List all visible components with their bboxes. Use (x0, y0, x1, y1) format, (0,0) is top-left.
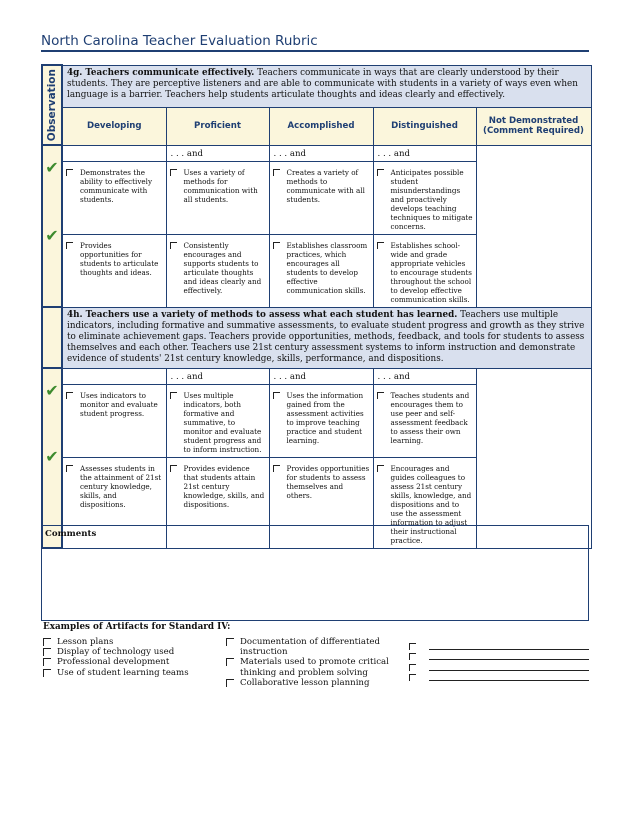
artifact-item: Use of student learning teams (57, 667, 189, 678)
checkbox-icon[interactable] (226, 658, 234, 666)
checkbox-icon[interactable] (170, 242, 177, 249)
rubric-cell: Encourages and guides colleagues to assess 21st century skills, knowledge, and dispositions and to use the assessment information to adjust their instructional practice. (373, 457, 476, 548)
observation-label: Observation (46, 69, 58, 142)
checkbox-icon[interactable] (66, 465, 73, 472)
checkbox-icon[interactable] (377, 242, 384, 249)
checkbox-icon[interactable] (273, 465, 280, 472)
and-label: . . . and (373, 368, 476, 384)
comments-label: Comments (45, 529, 97, 539)
checkbox-icon[interactable] (377, 169, 384, 176)
checkbox-icon[interactable] (409, 643, 416, 650)
checkbox-icon[interactable] (273, 169, 280, 176)
checkmark-icon: ✔ (45, 447, 59, 467)
not-demonstrated-cell-4h[interactable] (476, 368, 591, 548)
checkbox-icon[interactable] (377, 392, 384, 399)
artifacts-column-3 (409, 640, 589, 681)
checkbox-icon[interactable] (66, 392, 73, 399)
rubric-cell: Uses a variety of methods for communication with all students. (166, 161, 269, 234)
checkbox-icon[interactable] (409, 653, 416, 660)
rubric-cell: Provides opportunities for students to assess themselves and others. (269, 457, 373, 548)
artifact-item: Materials used to promote critical thinking and problem solving (240, 657, 389, 678)
checkbox-icon[interactable] (170, 392, 177, 399)
checkbox-icon[interactable] (43, 669, 51, 677)
rubric-cell: Establishes school-wide and grade appropriate vehicles to encourage students throughout the school to develop effective communication skills. (373, 234, 476, 307)
header-not-demonstrated: Not Demonstrated (Comment Required) (476, 107, 591, 145)
and-label: . . . and (373, 145, 476, 161)
standard-4h-description (62, 307, 591, 368)
rubric-cell: Uses multiple indicators, both formative and summative, to monitor and evaluate student progress and to inform instruction. (166, 384, 269, 457)
rubric-cell: Uses indicators to monitor and evaluate student progress. (62, 384, 166, 457)
checkbox-icon[interactable] (377, 465, 384, 472)
artifact-item: Professional development (57, 657, 170, 668)
and-label: . . . and (166, 145, 269, 161)
rubric-cell: Provides evidence that students attain 21st century knowledge, skills, and dispositions. (166, 457, 269, 548)
rubric-cell: Teaches students and encourages them to use peer and self-assessment feedback to assess their own learning. (373, 384, 476, 457)
rubric-cell: Uses the information gained from the assessment activities to improve teaching practice and student learning. (269, 384, 373, 457)
and-label: . . . and (166, 368, 269, 384)
checkbox-icon[interactable] (43, 638, 51, 646)
rubric-cell: Creates a variety of methods to communicate with all students. (269, 161, 373, 234)
checkbox-icon[interactable] (273, 242, 280, 249)
artifacts-column-2 (226, 637, 396, 688)
header-developing: Developing (62, 107, 166, 145)
rubric-table (41, 64, 592, 549)
checkbox-icon[interactable] (43, 648, 51, 656)
other-artifact-line[interactable] (429, 651, 589, 660)
standard-4g-description (62, 65, 591, 107)
checkmark-icon: ✔ (45, 381, 59, 401)
artifact-item: Lesson plans (57, 637, 114, 647)
standard-4h-heading: 4h. Teachers use a variety of methods to assess what each student has learned. (67, 309, 458, 320)
checkbox-icon[interactable] (170, 465, 177, 472)
checkbox-icon[interactable] (170, 169, 177, 176)
and-label: . . . and (269, 368, 373, 384)
other-artifact-line[interactable] (429, 662, 589, 671)
rubric-cell: Establishes classroom practices, which encourages all students to develop effective communication skills. (269, 234, 373, 307)
checkbox-icon[interactable] (43, 658, 51, 666)
title-divider (41, 50, 589, 52)
standard-4g-heading: 4g. Teachers communicate effectively. (67, 67, 255, 78)
checkbox-icon[interactable] (409, 674, 416, 681)
standard-4g-text: Teachers communicate in ways that are clearly understood by their students. They are perceptive listeners and are able to communicate with students in a variety of ways even when language is a barrier. Teachers help students articulate thoughts and ideas clearly and effectively. (67, 67, 578, 100)
rubric-cell: Anticipates possible student misunderstandings and proactively develops teaching techniques to mitigate concerns. (373, 161, 476, 234)
header-distinguished: Distinguished (373, 107, 476, 145)
observation-checks-4h (42, 368, 62, 548)
observation-column (42, 65, 62, 145)
rubric-cell: Consistently encourages and supports students to articulate thoughts and ideas clearly and effectively. (166, 234, 269, 307)
checkmark-icon: ✔ (45, 158, 59, 178)
checkbox-icon[interactable] (66, 242, 73, 249)
artifact-item: Documentation of differentiated instruction (240, 637, 381, 658)
checkbox-icon[interactable] (273, 392, 280, 399)
checkbox-icon[interactable] (226, 638, 234, 646)
other-artifact-line[interactable] (429, 672, 589, 681)
checkmark-icon: ✔ (45, 226, 59, 246)
comments-box[interactable] (41, 525, 589, 621)
page-title: North Carolina Teacher Evaluation Rubric (41, 33, 318, 49)
checkbox-icon[interactable] (66, 169, 73, 176)
other-artifact-line[interactable] (429, 641, 589, 650)
rubric-cell: Demonstrates the ability to effectively communicate with students. (62, 161, 166, 234)
not-demonstrated-cell-4g[interactable] (476, 145, 591, 307)
checkbox-icon[interactable] (226, 679, 234, 687)
rubric-cell: Assesses students in the attainment of 21st century knowledge, skills, and dispositions. (62, 457, 166, 548)
observation-checks-4g (42, 145, 62, 307)
and-label: . . . and (269, 145, 373, 161)
artifact-item: Collaborative lesson planning (240, 677, 370, 688)
artifacts-title: Examples of Artifacts for Standard IV: (43, 622, 231, 632)
artifacts-column-1 (43, 637, 218, 678)
standard-4h-text: Teachers use multiple indicators, including formative and summative assessments, to evaluate student progress and growth as they strive to eliminate achievement gaps. Teachers provide opportunities, methods, feedback, and tools for students to assess themselves and each other. Teachers use 21st century assessment systems to inform instruction and demonstrate evidence of students' 21st century knowledge, skills, performance, and dispositions. (67, 309, 585, 364)
checkbox-icon[interactable] (409, 664, 416, 671)
header-accomplished: Accomplished (269, 107, 373, 145)
rubric-cell: Provides opportunities for students to articulate thoughts and ideas. (62, 234, 166, 307)
header-proficient: Proficient (166, 107, 269, 145)
artifact-item: Display of technology used (57, 647, 175, 658)
